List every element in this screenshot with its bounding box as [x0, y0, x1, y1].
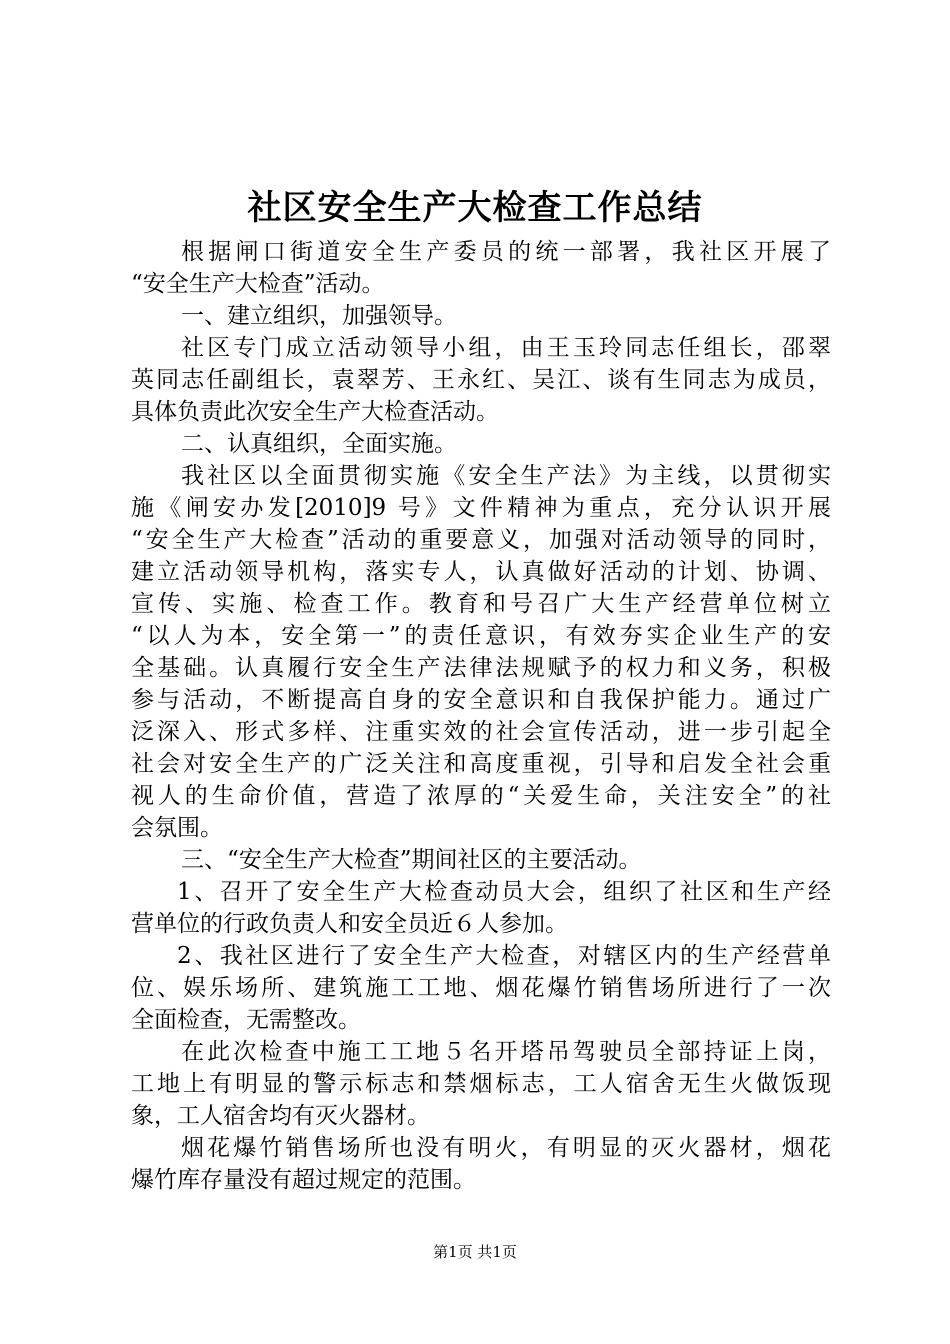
text-line: 全基础。认真履行安全生产法律法规赋予的权力和义务，积极 [131, 655, 831, 681]
text-line: 1、召开了安全生产大检查动员大会，组织了社区和生产经 [177, 879, 831, 905]
text-line: 泛深入、形式多样、注重实效的社会宣传活动，进一步引起全 [131, 719, 831, 745]
text-line: 位、娱乐场所、建筑施工工地、烟花爆竹销售场所进行了一次 [131, 975, 831, 1001]
text-line: 我社区以全面贯彻实施《安全生产法》为主线，以贯彻实 [181, 463, 831, 489]
text-line: 建立活动领导机构，落实专人，认真做好活动的计划、协调、 [131, 559, 831, 585]
text-line: “安全生产大检查”活动。 [131, 271, 385, 297]
text-line: 根据闸口街道安全生产委员的统一部署，我社区开展了 [181, 239, 831, 265]
page-footer: 第1页 共1页 [433, 1243, 517, 1261]
section-heading: 二、认真组织，全面实施。 [181, 431, 457, 457]
text-line: 施《闸安办发[2010]9 号》文件精神为重点，充分认识开展 [131, 495, 831, 521]
text-line: 营单位的行政负责人和安全员近６人参加。 [131, 911, 568, 937]
text-line: 社会对安全生产的广泛关注和高度重视，引导和启发全社会重 [131, 751, 831, 777]
text-line: 爆竹库存量没有超过规定的范围。 [131, 1167, 476, 1193]
text-line: 参与活动，不断提高自身的安全意识和自我保护能力。通过广 [131, 687, 831, 713]
text-line: 烟花爆竹销售场所也没有明火，有明显的灭火器材，烟花 [181, 1135, 831, 1161]
text-line: “安全生产大检查”活动的重要意义，加强对活动领导的同时， [131, 527, 831, 553]
text-line: 会氛围。 [131, 815, 223, 841]
text-line: 具体负责此次安全生产大检查活动。 [131, 399, 499, 425]
text-line: 在此次检查中施工工地５名开塔吊驾驶员全部持证上岗， [181, 1039, 831, 1065]
document-title: 社区安全生产大检查工作总结 [247, 188, 703, 228]
section-heading: 三、“安全生产大检查”期间社区的主要活动。 [181, 847, 642, 873]
text-line: 宣传、实施、检查工作。教育和号召广大生产经营单位树立 [131, 591, 831, 617]
text-line: 工地上有明显的警示标志和禁烟标志，工人宿舍无生火做饭现 [131, 1071, 831, 1097]
document-body [131, 236, 831, 1196]
section-heading: 一、建立组织，加强领导。 [181, 303, 457, 329]
text-line: 全面检查，无需整改。 [131, 1007, 361, 1033]
text-line: 视人的生命价值，营造了浓厚的“关爱生命，关注安全”的社 [131, 783, 831, 809]
text-line: 社区专门成立活动领导小组，由王玉玲同志任组长，邵翠 [181, 335, 831, 361]
text-line: 英同志任副组长，袁翠芳、王永红、吴江、谈有生同志为成员， [131, 367, 831, 393]
text-line: 2、我社区进行了安全生产大检查，对辖区内的生产经营单 [177, 943, 831, 969]
text-line: 象，工人宿舍均有灭火器材。 [131, 1103, 430, 1129]
text-line: “以人为本，安全第一”的责任意识，有效夯实企业生产的安 [131, 623, 831, 649]
